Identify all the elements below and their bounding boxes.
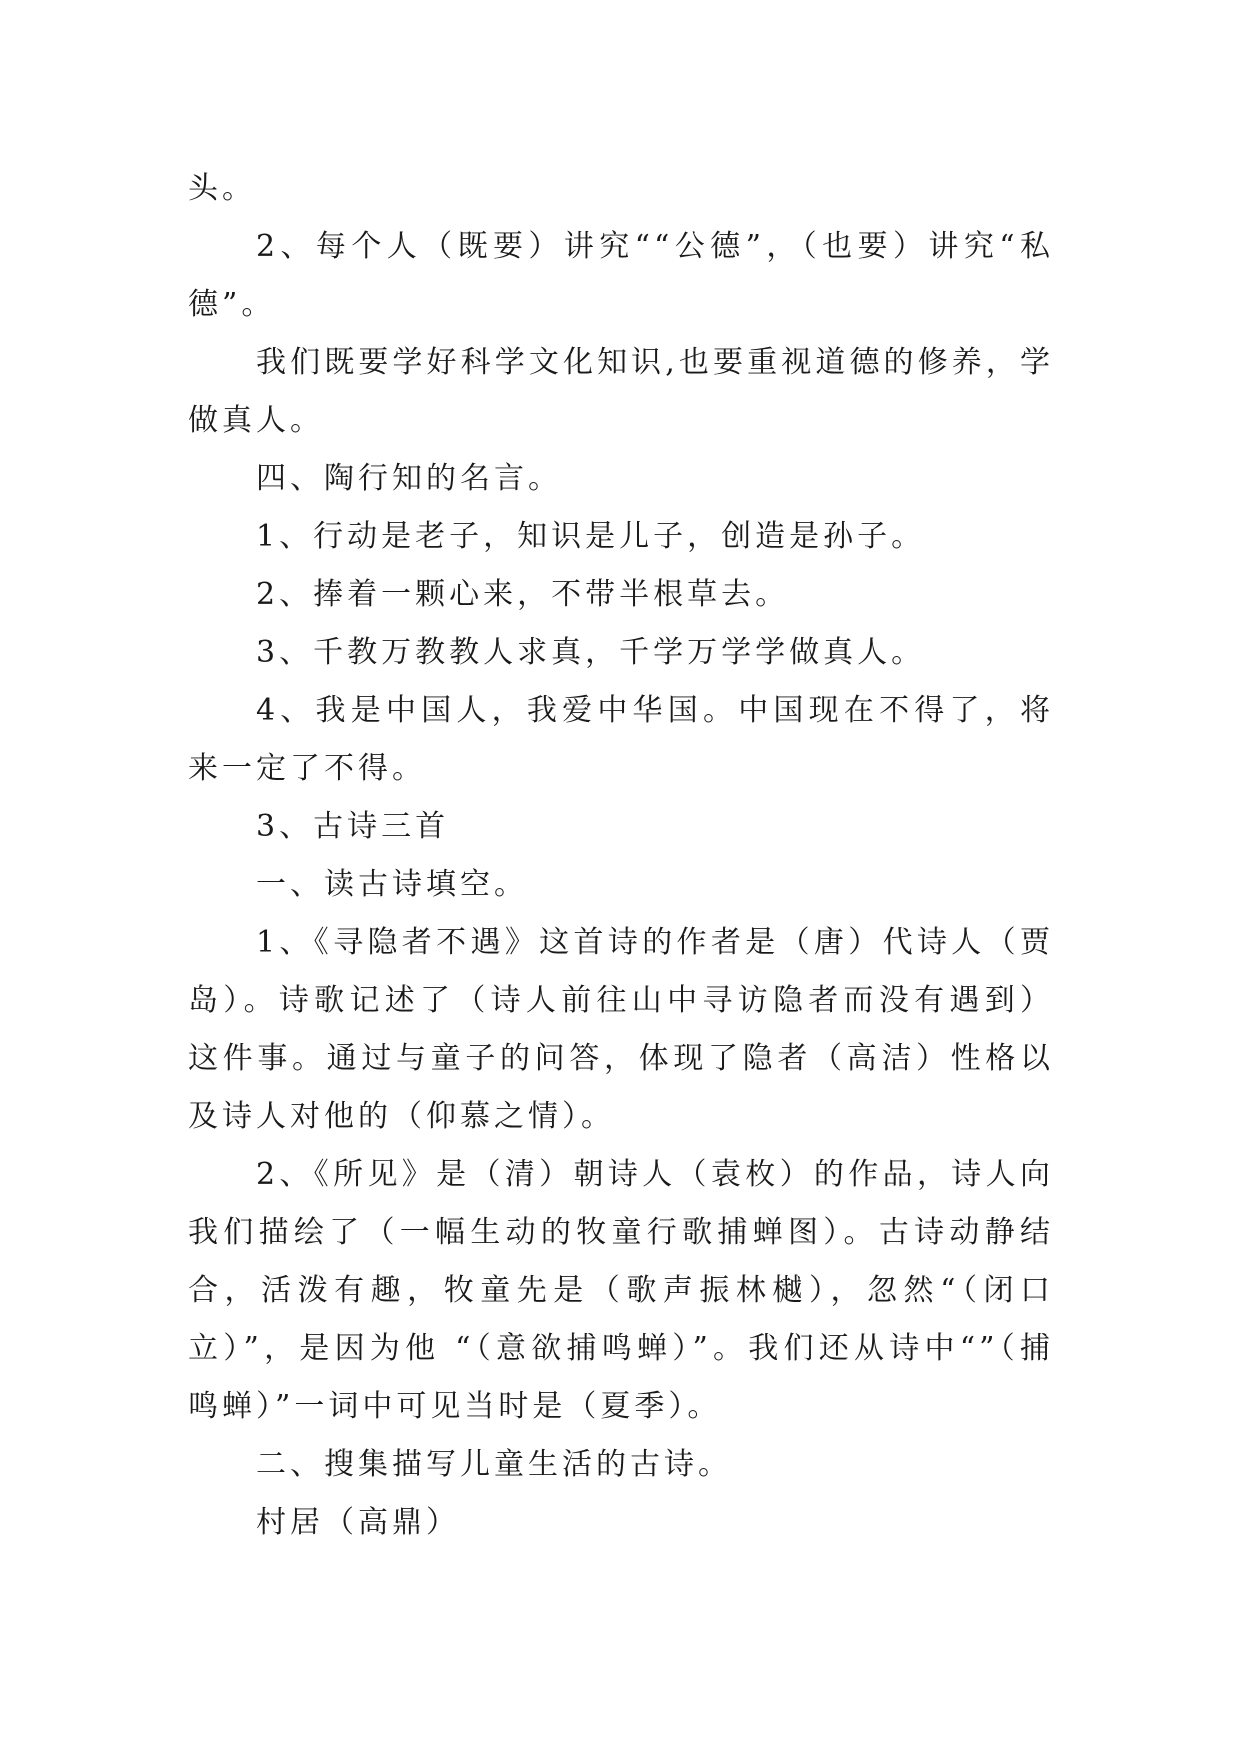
list-item: 1、行动是老子，知识是儿子，创造是孙子。 — [256, 519, 926, 554]
list-item: 3、千教万教教人求真，千学万学学做真人。 — [256, 635, 926, 670]
section-heading: 四、陶行知的名言。 — [256, 461, 562, 496]
paragraph: 我们既要学好科学文化知识,也要重视道德的修养，学做真人。 — [188, 345, 1054, 438]
section-heading: 二、搜集描写儿童生活的古诗。 — [256, 1447, 732, 1482]
paragraph: 头。 — [188, 171, 256, 206]
section-heading: 一、读古诗填空。 — [256, 867, 528, 902]
document-body — [188, 160, 1054, 1552]
poem-title: 村居（高鼎） — [256, 1505, 460, 1540]
lesson-title: 3、古诗三首 — [256, 809, 450, 844]
list-item: 4、我是中国人，我爱中华国。中国现在不得了，将来一定了不得。 — [188, 693, 1054, 786]
list-item: 2、《所见》是（清）朝诗人（袁枚）的作品，诗人向我们描绘了（一幅生动的牧童行歌捕蝉图）。古诗动静结合，活泼有趣，牧童先是（歌声振林樾），忽然“（闭口立）”，是因为他 “（意欲捕鸣蝉）”。我们还从诗中“”（捕鸣蝉）”一词中可见当时是（夏季）。 — [188, 1157, 1054, 1424]
paragraph: 2、每个人（既要）讲究““公德”，（也要）讲究“私德”。 — [188, 229, 1054, 322]
list-item: 2、捧着一颗心来，不带半根草去。 — [256, 577, 790, 612]
list-item: 1、《寻隐者不遇》这首诗的作者是（唐）代诗人（贾岛）。诗歌记述了（诗人前往山中寻访隐者而没有遇到）这件事。通过与童子的问答，体现了隐者（高洁）性格以及诗人对他的（仰慕之情）。 — [188, 925, 1054, 1134]
